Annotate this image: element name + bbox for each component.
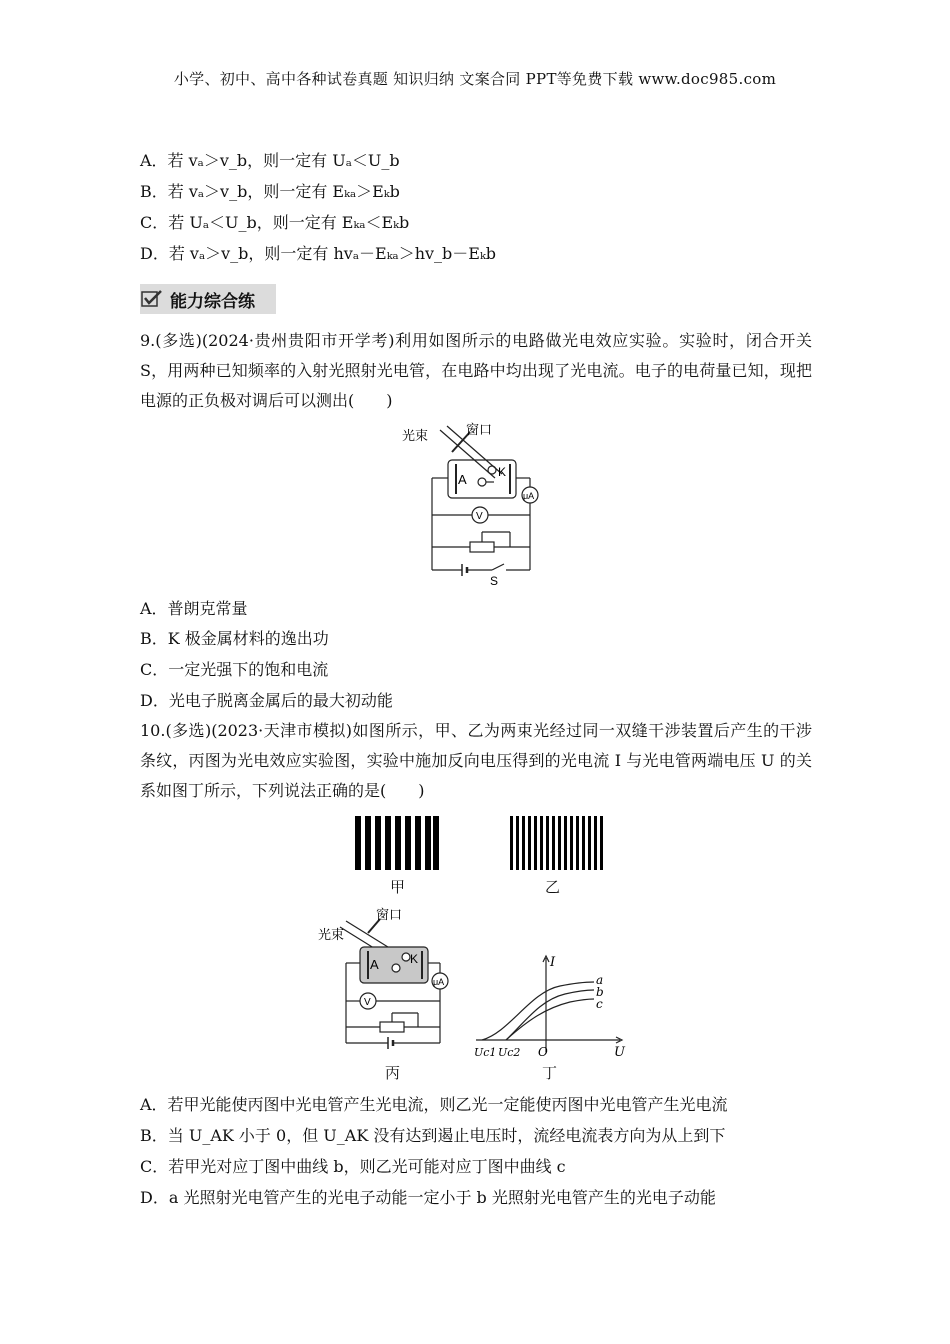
graph-label-u: U xyxy=(614,1045,625,1060)
fringe-bar xyxy=(395,816,401,870)
fringe-bar xyxy=(415,816,421,870)
q10-label-anode: A xyxy=(370,957,379,972)
fringe-bar xyxy=(528,816,531,870)
q10-label-ammeter: μA xyxy=(433,977,445,987)
fringe-bar xyxy=(540,816,543,870)
fringe-bar xyxy=(516,816,519,870)
fringe-bar xyxy=(552,816,555,870)
graph-label-uc2: Uc2 xyxy=(498,1046,521,1059)
q9-label-switch: S xyxy=(490,574,499,588)
q8-option-d: D．若 vₐ＞v_b，则一定有 hvₐ－Eₖₐ＞hv_b－Eₖb xyxy=(140,244,497,263)
q10-stem: 10.(多选)(2023·天津市模拟)如图所示，甲、乙为两束光经过同一双缝干涉装置后产生的干涉条纹，丙图为光电效应实验图，实验中施加反向电压得到的光电流 I 与光电管两端电压 U 的关系如图丁所示，下列说法正确的是( ) xyxy=(140,721,812,800)
caption-jia: 甲 xyxy=(390,878,406,896)
graph-label-uc1: Uc1 xyxy=(474,1046,497,1059)
q9-label-beam: 光束 xyxy=(402,429,429,444)
curve-label-a: a xyxy=(596,973,604,987)
q9-option-a: A．普朗克常量 xyxy=(140,599,248,618)
curve-label-b: b xyxy=(596,985,604,999)
q10-label-voltmeter: V xyxy=(364,997,371,1008)
q10-iu-graph xyxy=(470,952,630,1062)
section-title: 能力综合练 xyxy=(170,291,255,312)
q9-label-anode: A xyxy=(458,472,467,487)
fringe-pattern-jia xyxy=(355,816,439,870)
fringe-bar xyxy=(425,816,431,870)
q10-option-a: A．若甲光能使丙图中光电管产生光电流，则乙光一定能使丙图中光电管产生光电流 xyxy=(140,1095,728,1114)
fringe-bar xyxy=(510,816,513,870)
q10-option-b: B．当 U_AK 小于 0，但 U_AK 没有达到遏止电压时，流经电流表方向为从上到下 xyxy=(140,1126,726,1145)
fringe-bar xyxy=(365,816,371,870)
fringe-bar xyxy=(588,816,591,870)
fringe-bar xyxy=(375,816,381,870)
fringe-bar xyxy=(385,816,391,870)
q9-option-c: C．一定光强下的饱和电流 xyxy=(140,660,329,679)
q9-option-b: B．K 极金属材料的逸出功 xyxy=(140,629,329,648)
section-heading xyxy=(140,284,276,314)
caption-bing: 丙 xyxy=(385,1064,401,1082)
q10-label-window: 窗口 xyxy=(376,908,403,923)
fringe-bar xyxy=(564,816,567,870)
fringe-bar xyxy=(600,816,603,870)
q8-option-b: B．若 vₐ＞v_b，则一定有 Eₖₐ＞Eₖb xyxy=(140,182,400,201)
graph-label-origin: O xyxy=(538,1045,548,1059)
q10-option-d: D．a 光照射光电管产生的光电子动能一定小于 b 光照射光电管产生的光电子动能 xyxy=(140,1188,716,1207)
page-header: 小学、初中、高中各种试卷真题 知识归纳 文案合同 PPT等免费下载 www.doc985.com xyxy=(173,70,777,88)
q9-stem: 9.(多选)(2024·贵州贵阳市开学考)利用如图所示的电路做光电效应实验。实验时，闭合开关S，用两种已知频率的入射光照射光电管，在电路中均出现了光电流。电子的电荷量已知，现把电源的正负极对调后可以测出( ) xyxy=(140,331,812,410)
q8-option-a: A．若 vₐ＞v_b，则一定有 Uₐ＜U_b xyxy=(140,151,400,170)
q9-option-d: D．光电子脱离金属后的最大初动能 xyxy=(140,691,393,710)
q10-circuit-diagram xyxy=(318,905,468,1055)
q9-circuit-diagram xyxy=(400,420,560,588)
fringe-bar xyxy=(546,816,549,870)
fringe-pattern-yi xyxy=(510,816,604,870)
fringe-bar xyxy=(355,816,361,870)
fringe-bar xyxy=(570,816,573,870)
fringe-bar xyxy=(405,816,411,870)
q9-label-ammeter: μA xyxy=(523,491,535,501)
fringe-bar xyxy=(558,816,561,870)
fringe-bar xyxy=(433,816,439,870)
fringe-bar xyxy=(582,816,585,870)
fringe-bar xyxy=(594,816,597,870)
q9-label-cathode: K xyxy=(498,465,507,479)
q9-label-voltmeter: V xyxy=(476,511,483,522)
q10-label-beam: 光束 xyxy=(318,928,345,943)
fringe-bar xyxy=(576,816,579,870)
fringe-bar xyxy=(534,816,537,870)
caption-ding: 丁 xyxy=(542,1064,558,1082)
fringe-bar xyxy=(522,816,525,870)
check-icon xyxy=(140,289,164,309)
caption-yi: 乙 xyxy=(545,878,561,896)
q8-option-c: C．若 Uₐ＜U_b，则一定有 Eₖₐ＜Eₖb xyxy=(140,213,410,232)
q10-option-c: C．若甲光对应丁图中曲线 b，则乙光可能对应丁图中曲线 c xyxy=(140,1157,566,1176)
curve-label-c: c xyxy=(596,997,603,1011)
graph-label-i: I xyxy=(550,955,556,970)
q9-label-window: 窗口 xyxy=(466,423,493,438)
q10-label-cathode: K xyxy=(410,952,419,966)
